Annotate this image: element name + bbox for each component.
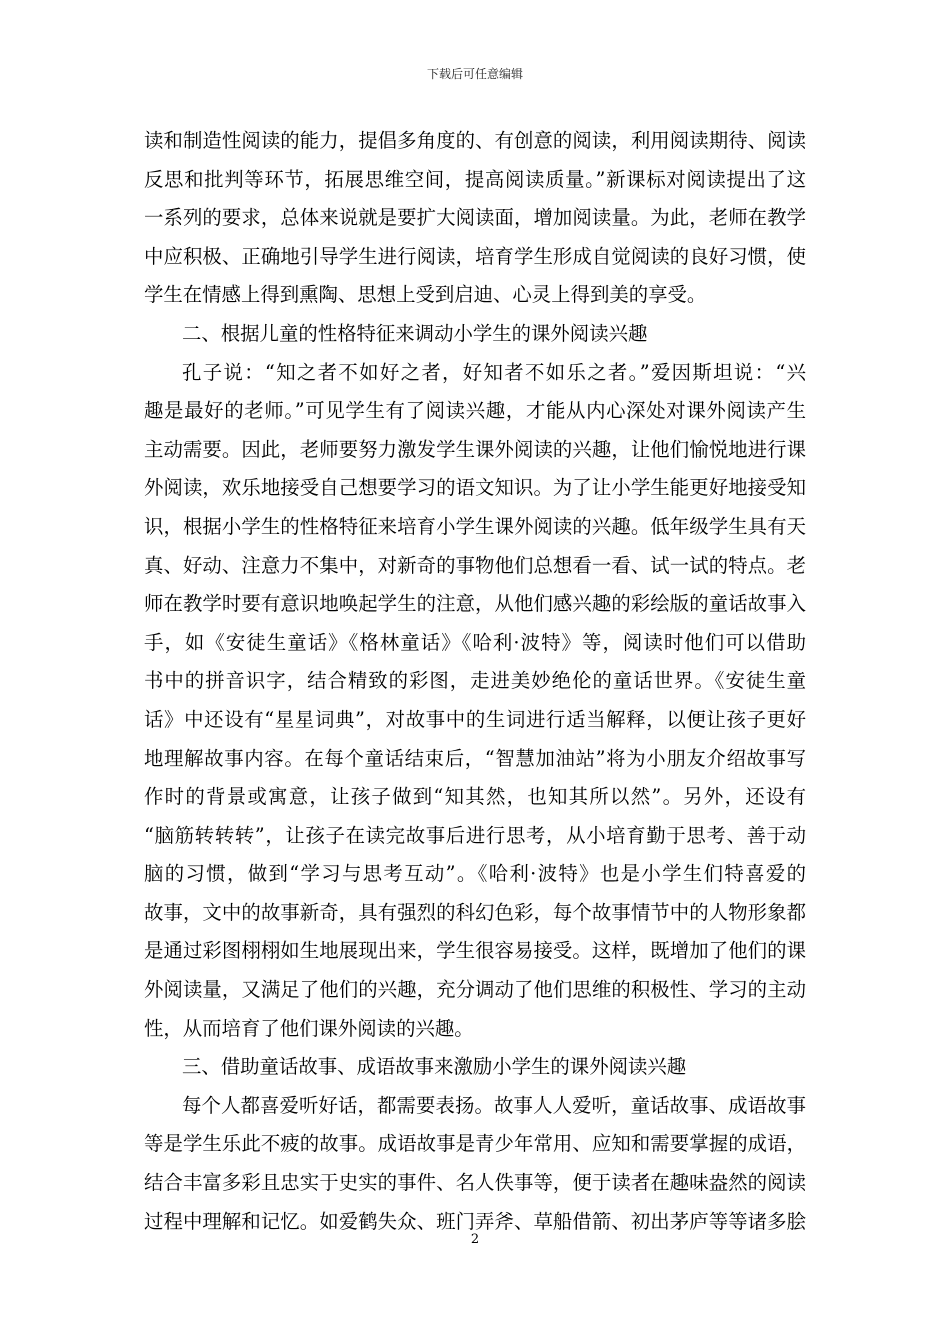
text-line: 学生在情感上得到熏陶、思想上受到启迪、心灵上得到美的享受。 — [144, 283, 707, 307]
text-line: 外阅读，欢乐地接受自己想要学习的语文知识。为了让小学生能更好地接受知 — [144, 476, 806, 500]
text-line: 孔子说：“知之者不如好之者，好知者不如乐之者。”爱因斯坦说：“兴 — [182, 360, 806, 384]
text-line: 主动需要。因此，老师要努力激发学生课外阅读的兴趣，让他们愉悦地进行课 — [144, 437, 806, 461]
text-line: 地理解故事内容。在每个童话结束后，“智慧加油站”将为小朋友介绍故事写 — [144, 746, 806, 770]
text-line: 手，如《安徒生童话》《格林童话》《哈利·波特》等，阅读时他们可以借助 — [144, 630, 806, 654]
body-text — [144, 122, 806, 1241]
text-line: 结合丰富多彩且忠实于史实的事件、名人佚事等，便于读者在趣味盎然的阅读 — [144, 1171, 806, 1195]
text-line: 外阅读量，又满足了他们的兴趣，充分调动了他们思维的积极性、学习的主动 — [144, 978, 806, 1002]
text-line: 趣是最好的老师。”可见学生有了阅读兴趣，才能从内心深处对课外阅读产生 — [144, 399, 806, 423]
text-line: 是通过彩图栩栩如生地展现出来，学生很容易接受。这样，既增加了他们的课 — [144, 939, 806, 963]
text-line: 故事，文中的故事新奇，具有强烈的科幻色彩，每个故事情节中的人物形象都 — [144, 900, 806, 924]
text-line: 中应积极、正确地引导学生进行阅读，培育学生形成自觉阅读的良好习惯，使 — [144, 244, 806, 268]
text-line: 反思和批判等环节，拓展思维空间，提高阅读质量。”新课标对阅读提出了这 — [144, 167, 806, 191]
text-line: 话》中还设有“星星词典”，对故事中的生词进行适当解释，以便让孩子更好 — [144, 707, 806, 731]
section-heading: 三、借助童话故事、成语故事来激励小学生的课外阅读兴趣 — [182, 1055, 687, 1079]
text-line: 每个人都喜爱听好话，都需要表扬。故事人人爱听，童话故事、成语故事 — [182, 1093, 806, 1117]
text-line: 作时的背景或寓意，让孩子做到“知其然，也知其所以然”。另外，还设有 — [144, 785, 806, 809]
text-line: 一系列的要求，总体来说就是要扩大阅读面，增加阅读量。为此，老师在教学 — [144, 206, 806, 230]
text-line: 过程中理解和记忆。如爱鹤失众、班门弄斧、草船借箭、初出茅庐等等诸多脍 — [144, 1209, 806, 1233]
text-line: 性，从而培育了他们课外阅读的兴趣。 — [144, 1016, 474, 1040]
page-number: 2 — [470, 1232, 480, 1247]
text-line: 读和制造性阅读的能力，提倡多角度的、有创意的阅读，利用阅读期待、阅读 — [144, 129, 806, 152]
text-line: 书中的拼音识字，结合精致的彩图，走进美妙绝伦的童话世界。《安徒生童 — [144, 669, 806, 693]
text-line: “脑筋转转转”，让孩子在读完故事后进行思考，从小培育勤于思考、善于动 — [144, 823, 806, 847]
section-heading: 二、根据儿童的性格特征来调动小学生的课外阅读兴趣 — [182, 321, 648, 345]
text-line: 师在教学时要有意识地唤起学生的注意，从他们感兴趣的彩绘版的童话故事入 — [144, 592, 806, 616]
text-line: 脑的习惯，做到“学习与思考互动”。《哈利·波特》也是小学生们特喜爱的 — [144, 862, 806, 886]
page-header: 下载后可任意编辑 — [426, 67, 523, 81]
text-line: 真、好动、注意力不集中，对新奇的事物他们总想看一看、试一试的特点。老 — [144, 553, 806, 577]
text-line: 识，根据小学生的性格特征来培育小学生课外阅读的兴趣。低年级学生具有天 — [144, 514, 806, 538]
text-line: 等是学生乐此不疲的故事。成语故事是青少年常用、应知和需要掌握的成语， — [144, 1132, 806, 1156]
